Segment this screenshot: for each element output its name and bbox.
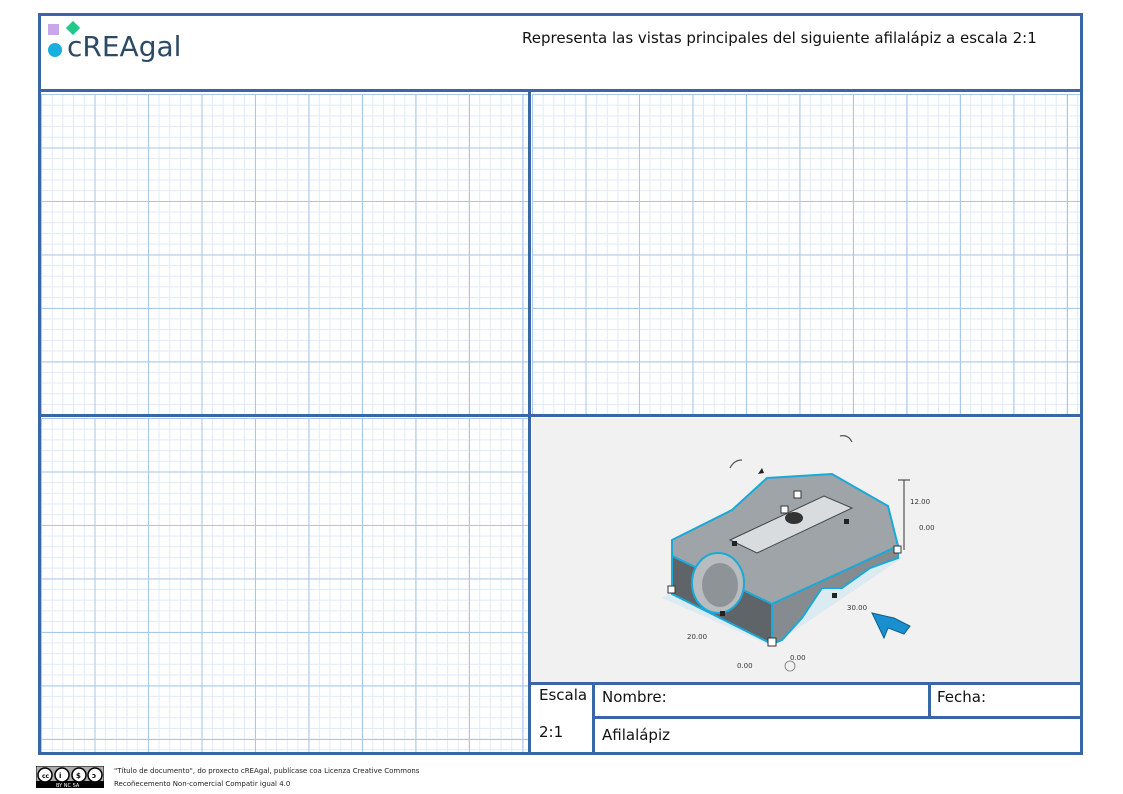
footer-line-1: "Título de documento", do proxecto cREAgal, publícase coa Licenza Creative Commons bbox=[114, 767, 420, 775]
dim-origin-y: 0.00 bbox=[790, 654, 806, 662]
svg-text:i: i bbox=[59, 772, 62, 780]
cc-license-badge bbox=[36, 766, 104, 788]
dim-height: 12.00 bbox=[910, 498, 931, 506]
exercise-instruction: Representa las vistas principales del siguiente afilalápiz a escala 2:1 bbox=[522, 29, 1037, 47]
footer-line-2: Recoñecemento Non-comercial Compatir igual 4.0 bbox=[114, 780, 291, 788]
dim-origin-x: 0.00 bbox=[737, 662, 753, 670]
scale-value: 2:1 bbox=[539, 723, 564, 741]
name-label: Nombre: bbox=[602, 688, 667, 706]
date-label: Fecha: bbox=[937, 688, 987, 706]
name-value: Afilalápiz bbox=[602, 726, 670, 744]
logo-text: cREAgal bbox=[67, 30, 182, 63]
svg-text:ↄ: ↄ bbox=[92, 772, 97, 780]
dim-length: 30.00 bbox=[847, 604, 868, 612]
cc-badge-text: BY NC SA bbox=[56, 783, 80, 788]
dim-width: 20.00 bbox=[687, 633, 708, 641]
dim-offset-top: 0.00 bbox=[919, 524, 935, 532]
sheet-frame bbox=[38, 13, 1083, 755]
svg-text:cc: cc bbox=[42, 773, 50, 780]
scale-label: Escala bbox=[539, 686, 588, 704]
svg-text:$: $ bbox=[76, 772, 81, 780]
